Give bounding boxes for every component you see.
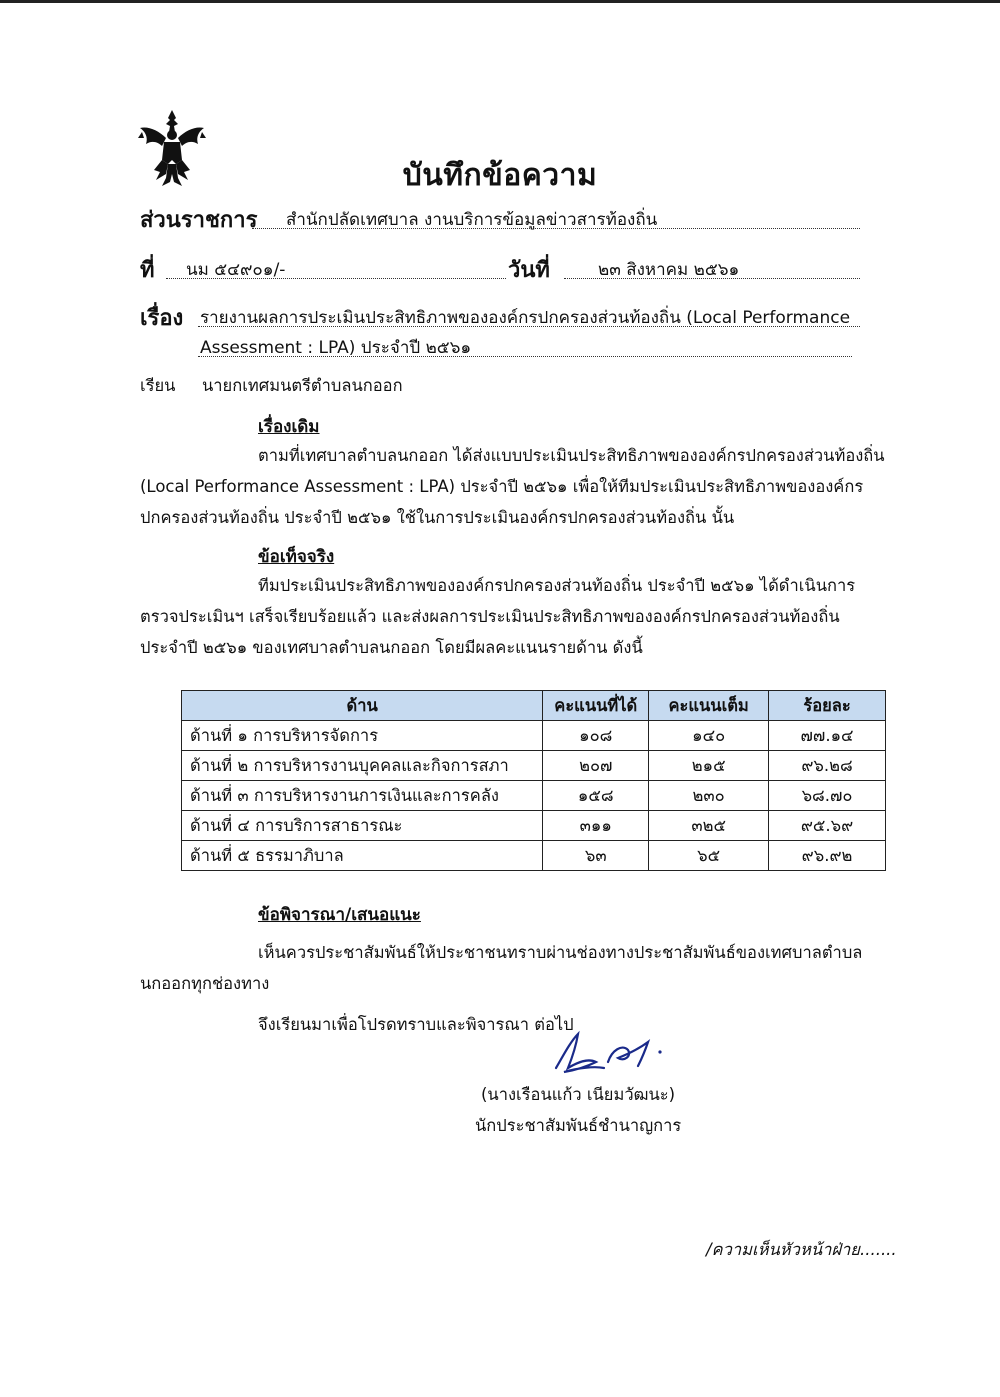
background-line-1: ตามที่เทศบาลตำบลนกออก ได้ส่งแบบประเมินประสิทธิภาพขององค์กรปกครองส่วนท้องถิ่น	[258, 446, 885, 465]
table-row	[182, 811, 886, 841]
table-row	[182, 751, 886, 781]
header-percent: ร้อยละ	[769, 691, 886, 721]
score-cell: ๓๑๑	[543, 811, 649, 841]
recommend-line-2: นกออกทุกช่องทาง	[140, 974, 270, 993]
score-cell: ๑๕๘	[543, 781, 649, 811]
subject-line-1: รายงานผลการประเมินประสิทธิภาพขององค์กรปกครองส่วนท้องถิ่น (Local Performance	[200, 308, 851, 328]
percent-cell: ๙๖.๒๘	[769, 751, 886, 781]
table-header-row	[182, 691, 886, 721]
facts-paragraph	[140, 570, 894, 663]
header-score: คะแนนที่ได้	[543, 691, 649, 721]
scores-table	[181, 690, 886, 871]
date-value: ๒๓ สิงหาคม ๒๕๖๑	[598, 260, 740, 280]
subject-label: เรื่อง	[140, 306, 184, 331]
score-cell: ๖๓	[543, 841, 649, 871]
background-heading: เรื่องเดิม	[258, 417, 320, 437]
table-row	[182, 721, 886, 751]
continuation-note: /ความเห็นหัวหน้าฝ่าย.......	[706, 1240, 897, 1259]
full-score-cell: ๖๕	[649, 841, 769, 871]
to-value: นายกเทศมนตรีตำบลนกออก	[202, 376, 403, 395]
full-score-cell: ๑๔๐	[649, 721, 769, 751]
percent-cell: ๙๕.๖๙	[769, 811, 886, 841]
closing-line: จึงเรียนมาเพื่อโปรดทราบและพิจารณา ต่อไป	[258, 1015, 574, 1034]
table-row	[182, 781, 886, 811]
agency-label: ส่วนราชการ	[140, 208, 258, 233]
full-score-cell: ๒๑๕	[649, 751, 769, 781]
scan-top-edge	[0, 0, 1000, 3]
table-row	[182, 841, 886, 871]
ref-value: นม ๕๔๙๐๑/-	[186, 260, 286, 280]
full-score-cell: ๒๓๐	[649, 781, 769, 811]
agency-value: สำนักปลัดเทศบาล งานบริการข้อมูลข่าวสารท้องถิ่น	[286, 210, 658, 230]
signatory-name: (นางเรือนแก้ว เนียมวัฒนะ)	[481, 1085, 676, 1104]
score-cell: ๒๐๗	[543, 751, 649, 781]
memo-title: บันทึกข้อความ	[402, 158, 598, 193]
aspect-cell: ด้านที่ ๑ การบริหารจัดการ	[182, 721, 543, 751]
aspect-cell: ด้านที่ ๓ การบริหารงานการเงินและการคลัง	[182, 781, 543, 811]
percent-cell: ๖๘.๗๐	[769, 781, 886, 811]
facts-line-3: ประจำปี ๒๕๖๑ ของเทศบาลตำบลนกออก โดยมีผลคะแนนรายด้าน ดังนี้	[140, 638, 643, 657]
facts-heading: ข้อเท็จจริง	[258, 547, 335, 567]
facts-line-1: ทีมประเมินประสิทธิภาพขององค์กรปกครองส่วนท้องถิ่น ประจำปี ๒๕๖๑ ได้ดำเนินการ	[258, 576, 856, 595]
date-label: วันที่	[508, 258, 550, 283]
header-aspect: ด้าน	[182, 691, 543, 721]
recommend-heading: ข้อพิจารณา/เสนอแนะ	[258, 905, 421, 925]
full-score-cell: ๓๒๕	[649, 811, 769, 841]
header-full-score: คะแนนเต็ม	[649, 691, 769, 721]
background-line-2: (Local Performance Assessment : LPA) ประจำปี ๒๕๖๑ เพื่อให้ทีมประเมินประสิทธิภาพขององค์กร	[140, 477, 864, 496]
recommend-line-1: เห็นควรประชาสัมพันธ์ให้ประชาชนทราบผ่านช่องทางประชาสัมพันธ์ของเทศบาลตำบล	[258, 943, 863, 962]
ref-label: ที่	[140, 258, 155, 283]
aspect-cell: ด้านที่ ๕ ธรรมาภิบาล	[182, 841, 543, 871]
aspect-cell: ด้านที่ ๔ การบริการสาธารณะ	[182, 811, 543, 841]
subject-row	[140, 304, 860, 364]
facts-line-2: ตรวจประเมินฯ เสร็จเรียบร้อยแล้ว และส่งผลการประเมินประสิทธิภาพขององค์กรปกครองส่วนท้องถิ่น	[140, 607, 840, 626]
score-cell: ๑๐๘	[543, 721, 649, 751]
handwritten-signature	[548, 1028, 668, 1078]
to-label: เรียน	[140, 376, 176, 395]
percent-cell: ๗๗.๑๔	[769, 721, 886, 751]
signatory-position: นักประชาสัมพันธ์ชำนาญการ	[475, 1116, 682, 1135]
subject-line-2: Assessment : LPA) ประจำปี ๒๕๖๑	[200, 338, 472, 358]
aspect-cell: ด้านที่ ๒ การบริหารงานบุคคลและกิจการสภา	[182, 751, 543, 781]
percent-cell: ๙๖.๙๒	[769, 841, 886, 871]
recommend-paragraph	[140, 937, 894, 999]
background-line-3: ปกครองส่วนท้องถิ่น ประจำปี ๒๕๖๑ ใช้ในการประเมินองค์กรปกครองส่วนท้องถิ่น นั้น	[140, 508, 735, 527]
background-paragraph	[140, 440, 894, 533]
